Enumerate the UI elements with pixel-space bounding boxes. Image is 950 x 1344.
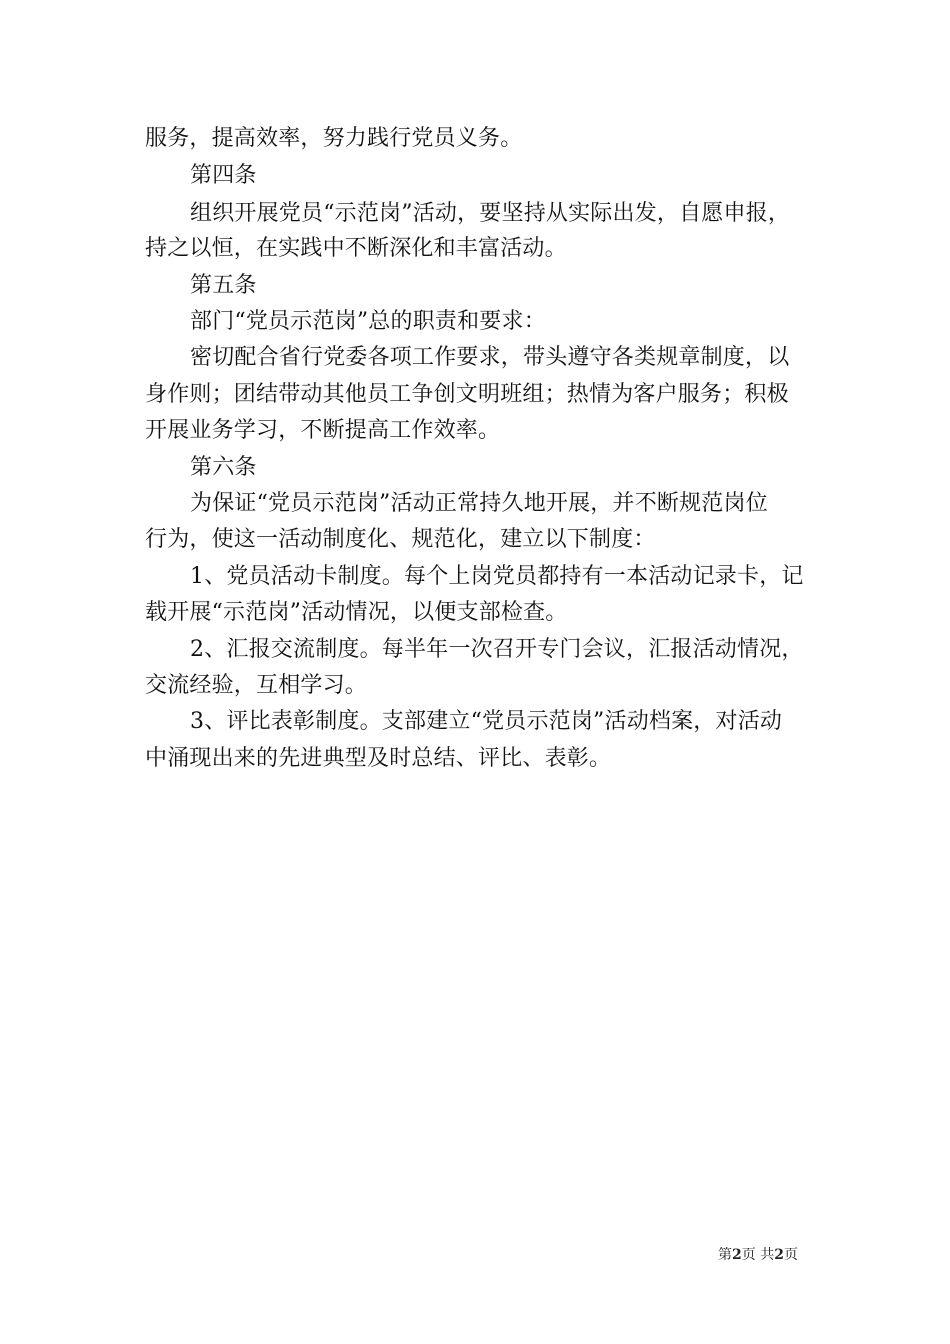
- footer-suffix: 页: [783, 1247, 798, 1263]
- current-page-number: 2: [732, 1247, 742, 1263]
- article-heading: 第四条: [190, 163, 257, 188]
- paragraph-line: 3、评比表彰制度。支部建立“党员示范岗”活动档案，对活动: [190, 709, 783, 734]
- paragraph-line: 持之以恒，在实践中不断深化和丰富活动。: [145, 236, 567, 261]
- paragraph-line: 交流经验，互相学习。: [145, 673, 368, 698]
- paragraph-line: 为保证“党员示范岗”活动正常持久地开展，并不断规范岗位: [190, 491, 768, 516]
- paragraph-line: 2、汇报交流制度。每半年一次召开专门会议，汇报活动情况，: [190, 637, 804, 662]
- footer-middle: 页 共: [741, 1247, 775, 1263]
- total-pages-number: 2: [774, 1247, 784, 1263]
- paragraph-line: 载开展“示范岗”活动情况，以便支部检查。: [145, 600, 568, 625]
- paragraph-line: 行为，使这一活动制度化、规范化，建立以下制度：: [145, 527, 656, 552]
- paragraph-line: 1、党员活动卡制度。每个上岗党员都持有一本活动记录卡，记: [190, 564, 804, 589]
- paragraph-line: 身作则；团结带动其他员工争创文明班组；热情为客户服务；积极: [145, 382, 789, 407]
- footer-prefix: 第: [718, 1247, 732, 1263]
- paragraph-line: 开展业务学习，不断提高工作效率。: [145, 418, 501, 443]
- paragraph-line: 部门“党员示范岗”总的职责和要求：: [190, 309, 546, 334]
- article-heading: 第五条: [190, 273, 257, 298]
- paragraph-line: 服务，提高效率，努力践行党员义务。: [145, 126, 523, 151]
- paragraph-line: 组织开展党员“示范岗”活动，要坚持从实际出发，自愿申报，: [190, 201, 791, 226]
- article-heading: 第六条: [190, 455, 257, 480]
- paragraph-line: 密切配合省行党委各项工作要求，带头遵守各类规章制度，以: [190, 345, 790, 370]
- paragraph-line: 中涌现出来的先进典型及时总结、评比、表彰。: [145, 746, 612, 771]
- page-number-footer: [718, 1246, 798, 1264]
